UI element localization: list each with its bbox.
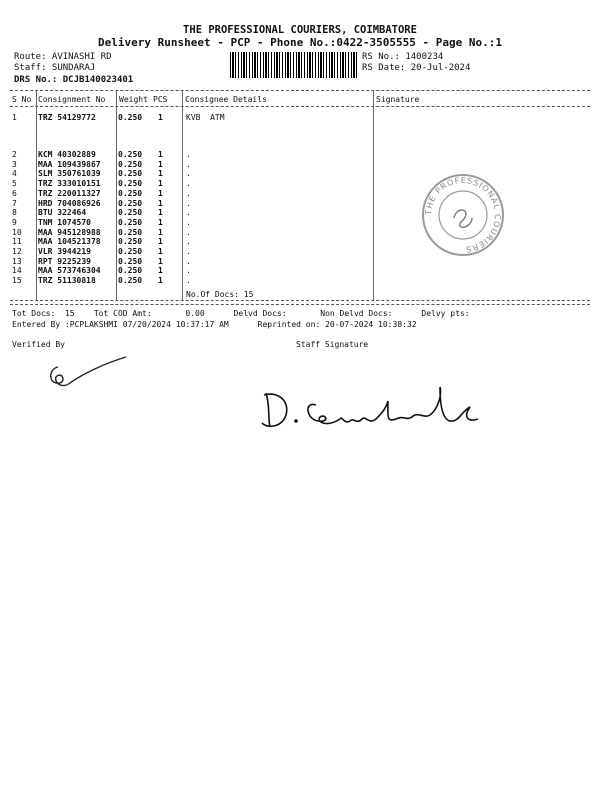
row-consignee-details: . (186, 266, 191, 276)
header-pcs: PCS (153, 95, 168, 104)
row-sno: 2 (12, 150, 17, 159)
row-sno: 4 (12, 169, 17, 179)
row-pcs: 1 (158, 113, 163, 122)
header-consignment: Consignment No (38, 95, 106, 104)
row-sno: 5 (12, 179, 17, 189)
row-consignee-details: . (186, 247, 191, 256)
row-pcs: 1 (158, 217, 163, 227)
totals-line: Tot Docs: 15 Tot COD Amt: 0.00 Delvd Docs: Non Delvd Docs: Delvy pts: (12, 309, 470, 318)
staff-signature-label: Staff Signature (296, 340, 369, 349)
table-row (0, 228, 600, 238)
row-consignee-details: . (186, 227, 191, 237)
table-row (0, 160, 600, 170)
row-pcs: 1 (158, 247, 163, 256)
row-consignee-details: . (186, 276, 191, 286)
row-consignee-details: KVB ATM (186, 113, 225, 122)
no-of-docs: No.Of Docs: 15 (186, 290, 254, 299)
row-weight: 0.250 (118, 159, 143, 169)
footer-rule (10, 304, 590, 305)
row-consignee-details: . (186, 179, 191, 189)
row-consignment-no: TRZ 333010151 (38, 179, 101, 189)
table-row (0, 257, 600, 267)
row-sno: 10 (12, 227, 22, 237)
row-consignment-no: MAA 104521378 (38, 237, 101, 247)
row-consignment-no: TRZ 220011327 (38, 188, 101, 198)
row-pcs: 1 (158, 198, 163, 208)
table-row (0, 276, 600, 286)
row-pcs: 1 (158, 188, 163, 198)
svg-text:THE PROFESSIONAL COURIERS (424, 176, 502, 254)
table-row (0, 150, 600, 160)
row-sno: 7 (12, 198, 17, 208)
row-consignment-no: KCM 40302889 (38, 150, 96, 159)
verifier-signature (40, 355, 130, 395)
table-row (0, 189, 600, 199)
row-weight: 0.250 (118, 198, 143, 208)
row-weight: 0.250 (118, 247, 143, 256)
row-consignment-no: TNM 1074570 (38, 217, 91, 227)
row-sno: 8 (12, 208, 17, 218)
row-pcs: 1 (158, 266, 163, 276)
row-sno: 1 (12, 113, 17, 122)
rs-number: RS No.: 1400234 (362, 52, 444, 62)
row-weight: 0.250 (118, 227, 143, 237)
row-weight: 0.250 (118, 113, 143, 122)
row-consignment-no: SLM 350761039 (38, 169, 101, 179)
entered-by-line: Entered By :PCPLAKSHMI 07/20/2024 10:37:17 AM Reprinted on: 20-07-2024 10:38:32 (12, 320, 417, 329)
row-consignee-details: . (186, 159, 191, 169)
row-consignee-details: . (186, 169, 191, 179)
row-consignment-no: BTU 322464 (38, 208, 87, 218)
row-sno: 12 (12, 247, 22, 256)
stamp-text: THE PROFESSIONAL COURIERS (423, 175, 503, 254)
row-pcs: 1 (158, 159, 163, 169)
row-pcs: 1 (158, 227, 163, 237)
row-weight: 0.250 (118, 256, 143, 266)
row-pcs: 1 (158, 276, 163, 286)
row-consignee-details: . (186, 217, 191, 227)
row-consignee-details: . (186, 208, 191, 218)
row-weight: 0.250 (118, 237, 143, 247)
staff-label: Staff: SUNDARAJ (14, 63, 96, 73)
header-weight: Weight (119, 95, 148, 104)
rs-date: RS Date: 20-Jul-2024 (362, 63, 471, 73)
table-row (0, 169, 600, 179)
row-consignment-no: MAA 109439867 (38, 159, 101, 169)
route-label: Route: AVINASHI RD (14, 52, 112, 62)
row-pcs: 1 (158, 179, 163, 189)
row-pcs: 1 (158, 169, 163, 179)
header-title: THE PROFESSIONAL COURIERS, COIMBATORE (183, 24, 417, 36)
header-consignee: Consignee Details (185, 95, 267, 104)
row-consignment-no: RPT 9225239 (38, 256, 91, 266)
row-weight: 0.250 (118, 179, 143, 189)
row-weight: 0.250 (118, 276, 143, 286)
row-consignment-no: TRZ 54129772 (38, 113, 96, 122)
header-sno: S No (12, 95, 32, 104)
row-weight: 0.250 (118, 208, 143, 218)
row-consignee-details: . (186, 188, 191, 198)
table-row (0, 179, 600, 189)
row-consignee-details: . (186, 256, 191, 266)
row-sno: 15 (12, 276, 22, 286)
row-pcs: 1 (158, 208, 163, 218)
row-weight: 0.250 (118, 217, 143, 227)
row-consignment-no: VLR 3944219 (38, 247, 91, 256)
row-weight: 0.250 (118, 169, 143, 179)
row-consignee-details: . (186, 198, 191, 208)
row-pcs: 1 (158, 150, 163, 159)
header-signature: Signature (376, 95, 420, 104)
table-row (0, 199, 600, 209)
row-sno: 3 (12, 159, 17, 169)
table-row (0, 237, 600, 247)
barcode (230, 52, 358, 78)
row-sno: 6 (12, 188, 17, 198)
verified-by-label: Verified By (12, 340, 65, 349)
row-sno: 9 (12, 217, 17, 227)
table-top-rule (10, 90, 590, 91)
row-weight: 0.250 (118, 266, 143, 276)
table-row (0, 113, 600, 123)
drs-number: DRS No.: DCJB140023401 (14, 75, 134, 85)
row-consignment-no: MAA 573746304 (38, 266, 101, 276)
row-weight: 0.250 (118, 150, 143, 159)
table-header-rule (10, 106, 590, 107)
row-consignment-no: HRD 704086926 (38, 198, 101, 208)
table-row (0, 266, 600, 276)
row-consignment-no: MAA 945128988 (38, 227, 101, 237)
row-pcs: 1 (158, 256, 163, 266)
table-bottom-rule (10, 300, 590, 301)
row-weight: 0.250 (118, 188, 143, 198)
row-sno: 11 (12, 237, 22, 247)
table-row (0, 208, 600, 218)
row-consignee-details: . (186, 237, 191, 247)
company-stamp (420, 172, 506, 258)
row-consignment-no: TRZ 51130818 (38, 276, 96, 286)
table-row (0, 218, 600, 228)
row-sno: 13 (12, 256, 22, 266)
header-subtitle: Delivery Runsheet - PCP - Phone No.:0422-3505555 - Page No.:1 (98, 36, 502, 49)
row-sno: 14 (12, 266, 22, 276)
table-row (0, 247, 600, 257)
row-consignee-details: . (186, 150, 191, 159)
staff-signature (256, 375, 496, 445)
row-pcs: 1 (158, 237, 163, 247)
